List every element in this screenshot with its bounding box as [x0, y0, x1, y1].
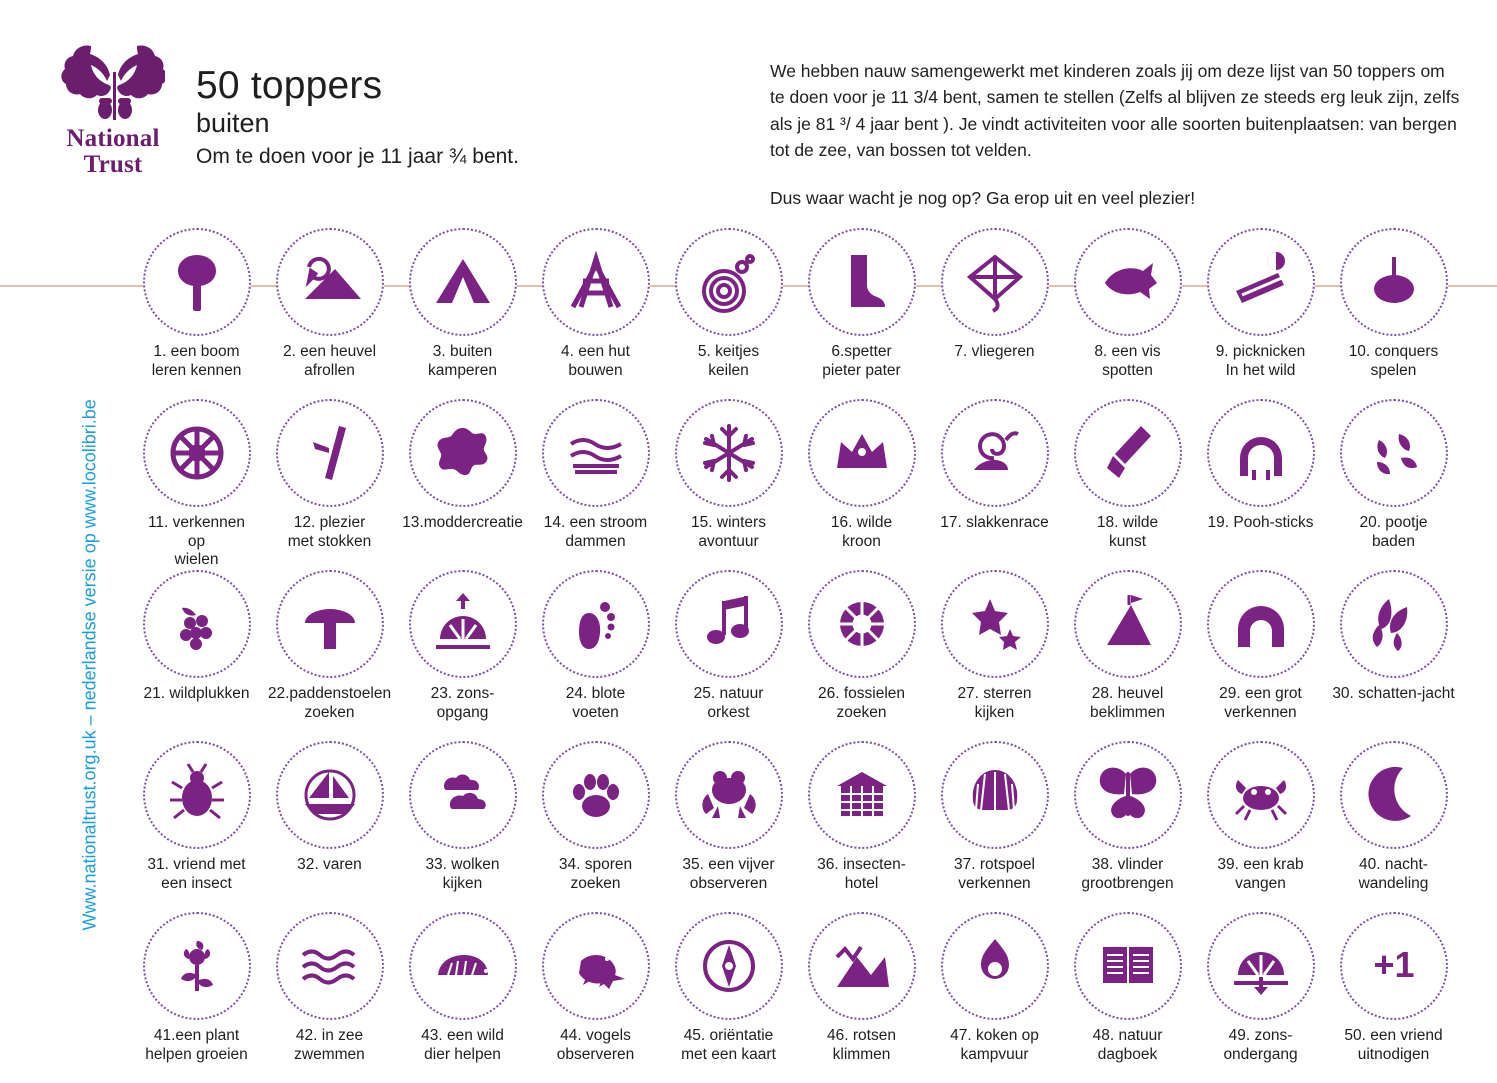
mountain-flag-icon	[1093, 589, 1163, 659]
activity-label: 38. vlinder grootbrengen	[1081, 856, 1174, 892]
activity-item	[795, 228, 928, 399]
activity-label: 31. vriend met een insect	[147, 856, 246, 892]
beetle-icon	[162, 760, 232, 830]
activity-badge	[143, 570, 251, 678]
mushroom-icon	[295, 589, 365, 659]
sunset-icon	[1226, 931, 1296, 1001]
side-url-prefix: Www.nationaltrust.org.uk – nederlandse versie op	[79, 528, 100, 931]
activity-label: 6.spetter pieter pater	[822, 343, 901, 379]
activity-label: 8. een vis spotten	[1094, 343, 1161, 379]
activity-item	[529, 741, 662, 912]
activity-item	[1194, 570, 1327, 741]
stream-dam-icon	[561, 418, 631, 488]
activity-item	[1194, 399, 1327, 570]
stick-icon	[295, 418, 365, 488]
activity-label: 47. koken op kampvuur	[950, 1027, 1039, 1063]
activity-badge	[143, 741, 251, 849]
hill-roll-icon	[295, 247, 365, 317]
activity-badge	[409, 912, 517, 1020]
snail-icon	[960, 418, 1030, 488]
intro-text	[770, 58, 1460, 211]
activity-item	[396, 228, 529, 399]
activity-grid	[130, 228, 1460, 1083]
activity-item	[662, 570, 795, 741]
activity-badge	[1074, 912, 1182, 1020]
moon-icon	[1359, 760, 1429, 830]
activity-item	[396, 741, 529, 912]
bridge-icon	[1226, 418, 1296, 488]
blackberry-icon	[162, 589, 232, 659]
activity-label: 21. wildplukken	[143, 685, 250, 702]
welly-boot-icon	[827, 247, 897, 317]
activity-label: 14. een stroom dammen	[543, 514, 648, 550]
activity-label: 4. een hut bouwen	[561, 343, 630, 379]
activity-badge	[1074, 228, 1182, 336]
activity-badge	[1074, 399, 1182, 507]
activity-item	[928, 228, 1061, 399]
footprint-icon	[561, 589, 631, 659]
activity-label: 49. zons- ondergang	[1223, 1027, 1298, 1063]
activity-label: 45. oriëntatie met een kaart	[681, 1027, 776, 1063]
activity-item	[263, 570, 396, 741]
activity-label: 9. picknicken In het wild	[1215, 343, 1306, 379]
activity-item	[396, 912, 529, 1083]
activity-label: 36. insecten- hotel	[817, 856, 906, 892]
activity-label: 23. zons- opgang	[430, 685, 495, 721]
hedgehog-icon	[428, 931, 498, 1001]
activity-badge	[542, 570, 650, 678]
brand-name-line2: Trust	[83, 151, 143, 179]
activity-badge	[409, 570, 517, 678]
activity-badge	[1207, 399, 1315, 507]
kite-icon	[960, 247, 1030, 317]
activity-item	[662, 741, 795, 912]
activity-label: 20. pootje baden	[1359, 514, 1428, 550]
activity-label: 27. sterren kijken	[957, 685, 1032, 721]
picnic-icon	[1226, 247, 1296, 317]
activity-badge	[276, 228, 384, 336]
activity-item	[662, 912, 795, 1083]
activity-badge	[542, 228, 650, 336]
activity-item	[795, 741, 928, 912]
activity-badge	[808, 570, 916, 678]
activity-item	[529, 399, 662, 570]
activity-item	[1061, 741, 1194, 912]
activity-label: 33. wolken kijken	[425, 856, 500, 892]
title-note: Om te doen voor je 11 jaar ¾ bent.	[196, 144, 519, 168]
activity-badge	[1207, 570, 1315, 678]
activity-badge	[1207, 228, 1315, 336]
activity-badge	[675, 912, 783, 1020]
activity-badge	[1340, 228, 1448, 336]
activity-label: 43. een wild dier helpen	[421, 1027, 504, 1063]
activity-label: 28. heuvel beklimmen	[1090, 685, 1165, 721]
ammonite-icon	[827, 589, 897, 659]
campfire-icon	[960, 931, 1030, 1001]
activity-label: 29. een grot verkennen	[1219, 685, 1302, 721]
activity-badge	[409, 741, 517, 849]
activity-item	[1061, 228, 1194, 399]
activity-label: 16. wilde kroon	[830, 514, 893, 550]
activity-badge	[409, 399, 517, 507]
activity-item	[795, 912, 928, 1083]
activity-label: 7. vliegeren	[954, 343, 1035, 360]
fish-icon	[1093, 247, 1163, 317]
frog-icon	[694, 760, 764, 830]
activity-item	[263, 399, 396, 570]
activity-label: 5. keitjes keilen	[697, 343, 760, 379]
activity-badge	[941, 912, 1049, 1020]
paintbrush-icon	[1093, 418, 1163, 488]
activity-badge	[276, 399, 384, 507]
activity-item	[928, 741, 1061, 912]
activity-label: 48. natuur dagboek	[1092, 1027, 1163, 1063]
activity-label: 3. buiten kamperen	[428, 343, 497, 379]
activity-label: 26. fossielen zoeken	[817, 685, 906, 721]
insect-hotel-icon	[827, 760, 897, 830]
activity-badge	[808, 399, 916, 507]
activity-badge	[675, 570, 783, 678]
crown-icon	[827, 418, 897, 488]
activity-item	[396, 399, 529, 570]
activity-badge	[808, 912, 916, 1020]
activity-item	[130, 228, 263, 399]
activity-badge	[276, 741, 384, 849]
activity-item	[795, 399, 928, 570]
intro-paragraph-1: We hebben nauw samengewerkt met kinderen zoals jij om deze lijst van 50 toppers om te doen voor je 11 3/4 bent, samen te stellen (Zelfs al blijven ze steeds erg leuk zijn, zelfs als je 81 ³/ 4 jaar bent ). Je vindt activiteiten voor alle soorten buitenplaatsen: van bergen tot de zee, van bossen tot velden.	[770, 61, 1460, 160]
activity-badge	[808, 741, 916, 849]
tree-icon	[162, 247, 232, 317]
activity-item	[1194, 912, 1327, 1083]
plus-one-icon	[1359, 931, 1429, 1001]
activity-badge	[808, 228, 916, 336]
activity-badge	[1074, 570, 1182, 678]
shell-icon	[960, 760, 1030, 830]
activity-item	[1327, 570, 1460, 741]
activity-label: 42. in zee zwemmen	[294, 1027, 365, 1063]
activity-item	[928, 399, 1061, 570]
activity-label: 17. slakkenrace	[940, 514, 1049, 531]
activity-badge	[143, 912, 251, 1020]
activity-item	[130, 399, 263, 570]
activity-badge	[1074, 741, 1182, 849]
activity-item	[1061, 570, 1194, 741]
activity-label: 32. varen	[297, 856, 362, 873]
activity-badge	[143, 228, 251, 336]
activity-label: 50. een vriend uitnodigen	[1344, 1027, 1443, 1063]
activity-label: 13.moddercreatie	[402, 514, 523, 531]
activity-label: 1. een boom leren kennen	[151, 343, 242, 379]
title-subtitle: buiten	[196, 108, 270, 138]
activity-badge	[409, 228, 517, 336]
side-url-link[interactable]: www.locolibri.be	[79, 399, 100, 529]
brand-name-line1: National	[66, 125, 160, 152]
activity-badge	[542, 912, 650, 1020]
activity-item	[1327, 228, 1460, 399]
activity-label: 15. winters avontuur	[691, 514, 766, 550]
activity-item	[1061, 399, 1194, 570]
activity-badge	[941, 570, 1049, 678]
activity-item	[263, 912, 396, 1083]
crab-icon	[1226, 760, 1296, 830]
activity-badge	[542, 399, 650, 507]
activity-badge	[675, 399, 783, 507]
activity-label: 41.een plant helpen groeien	[145, 1027, 248, 1063]
activity-item	[263, 741, 396, 912]
activity-badge	[675, 228, 783, 336]
clouds-icon	[428, 760, 498, 830]
activity-label: 34. sporen zoeken	[558, 856, 633, 892]
activity-label: 46. rotsen klimmen	[827, 1027, 896, 1063]
paw-print-icon	[561, 760, 631, 830]
page-title	[196, 66, 519, 169]
side-url[interactable]	[80, 291, 101, 931]
activity-label: 11. verkennen op wielen	[147, 514, 246, 569]
title-main: 50 toppers	[196, 64, 383, 107]
splash-icon	[1359, 418, 1429, 488]
activity-item	[130, 912, 263, 1083]
activity-badge	[276, 912, 384, 1020]
activity-label: 37. rotspoel verkennen	[954, 856, 1035, 892]
mud-splat-icon	[428, 418, 498, 488]
activity-badge	[1207, 912, 1315, 1020]
activity-badge	[941, 228, 1049, 336]
activity-badge	[941, 741, 1049, 849]
activity-badge	[1340, 399, 1448, 507]
activity-label: 12. plezier met stokken	[287, 514, 372, 550]
den-build-icon	[561, 247, 631, 317]
activity-badge	[276, 570, 384, 678]
activity-badge	[1340, 570, 1448, 678]
intro-paragraph-2: Dus waar wacht je nog op? Ga erop uit en veel plezier!	[770, 188, 1196, 208]
activity-badge	[1340, 741, 1448, 849]
activity-badge	[1207, 741, 1315, 849]
activity-item	[130, 741, 263, 912]
activity-item	[795, 570, 928, 741]
tent-icon	[428, 247, 498, 317]
leaves-icon	[1359, 589, 1429, 659]
activity-item	[529, 228, 662, 399]
climb-icon	[827, 931, 897, 1001]
activity-item	[529, 912, 662, 1083]
activity-label: 39. een krab vangen	[1217, 856, 1304, 892]
activity-badge	[675, 741, 783, 849]
ripples-icon	[694, 247, 764, 317]
stars-icon	[960, 589, 1030, 659]
waves-icon	[295, 931, 365, 1001]
bird-icon	[561, 931, 631, 1001]
activity-label: 24. blote voeten	[565, 685, 626, 721]
svg-text:+1: +1	[1372, 944, 1415, 985]
activity-item	[1061, 912, 1194, 1083]
sunrise-icon	[428, 589, 498, 659]
activity-label: 22.paddenstoelen zoeken	[267, 685, 392, 721]
activity-label: 44. vogels observeren	[556, 1027, 635, 1063]
snowflake-icon	[694, 418, 764, 488]
sailboat-icon	[295, 760, 365, 830]
activity-item	[1327, 741, 1460, 912]
oak-leaves-acorn-icon	[61, 32, 165, 124]
activity-item	[662, 399, 795, 570]
activity-label: 35. een vijver observeren	[682, 856, 775, 892]
activity-badge	[542, 741, 650, 849]
notebook-icon	[1093, 931, 1163, 1001]
activity-label: 30. schatten-jacht	[1332, 685, 1455, 702]
activity-item	[928, 570, 1061, 741]
activity-item	[662, 228, 795, 399]
activity-item	[1327, 912, 1460, 1083]
activity-item	[1194, 741, 1327, 912]
activity-label: 40. nacht- wandeling	[1358, 856, 1429, 892]
music-note-icon	[694, 589, 764, 659]
activity-label: 2. een heuvel afrollen	[282, 343, 377, 379]
activity-item	[1327, 399, 1460, 570]
conker-icon	[1359, 247, 1429, 317]
activity-label: 18. wilde kunst	[1096, 514, 1159, 550]
activity-item	[928, 912, 1061, 1083]
activity-badge	[1340, 912, 1448, 1020]
activity-item	[1194, 228, 1327, 399]
cave-icon	[1226, 589, 1296, 659]
activity-badge	[143, 399, 251, 507]
activity-item	[529, 570, 662, 741]
compass-icon	[694, 931, 764, 1001]
activity-label: 10. conquers spelen	[1348, 343, 1439, 379]
activity-label: 19. Pooh-sticks	[1207, 514, 1314, 531]
wheel-icon	[162, 418, 232, 488]
activity-badge	[941, 399, 1049, 507]
activity-item	[396, 570, 529, 741]
butterfly-icon	[1093, 760, 1163, 830]
plant-icon	[162, 931, 232, 1001]
brand-logo	[48, 32, 178, 179]
activity-label: 25. natuur orkest	[693, 685, 764, 721]
activity-item	[263, 228, 396, 399]
activity-item	[130, 570, 263, 741]
